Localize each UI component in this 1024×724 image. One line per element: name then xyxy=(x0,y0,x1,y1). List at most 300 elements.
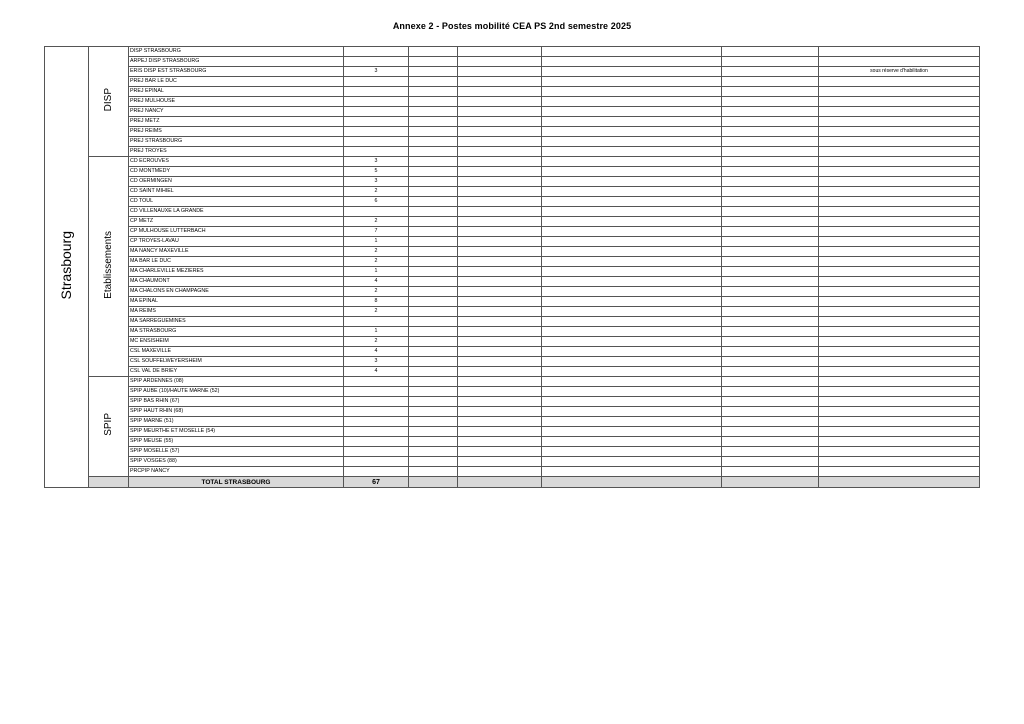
empty-cell xyxy=(409,87,458,97)
table-row xyxy=(45,437,980,447)
empty-cell xyxy=(722,277,819,287)
empty-cell xyxy=(458,467,542,477)
row-label: CP METZ xyxy=(129,217,344,227)
row-count xyxy=(344,77,409,87)
row-count xyxy=(344,107,409,117)
empty-cell xyxy=(542,277,722,287)
table-row xyxy=(45,397,980,407)
row-note xyxy=(819,177,980,187)
table-row xyxy=(45,337,980,347)
row-label: CD OERMINGEN xyxy=(129,177,344,187)
empty-cell xyxy=(409,167,458,177)
row-note xyxy=(819,277,980,287)
row-label: MA CHAUMONT xyxy=(129,277,344,287)
table-row xyxy=(45,207,980,217)
empty-cell xyxy=(722,317,819,327)
table-row xyxy=(45,377,980,387)
empty-cell xyxy=(542,297,722,307)
row-count xyxy=(344,57,409,67)
empty-cell xyxy=(409,267,458,277)
row-label: MA REIMS xyxy=(129,307,344,317)
empty-cell xyxy=(542,97,722,107)
empty-cell xyxy=(542,187,722,197)
table-row xyxy=(45,347,980,357)
row-count: 8 xyxy=(344,297,409,307)
row-label: PREJ NANCY xyxy=(129,107,344,117)
row-note xyxy=(819,217,980,227)
row-label: PREJ METZ xyxy=(129,117,344,127)
empty-cell xyxy=(542,317,722,327)
empty-cell xyxy=(458,57,542,67)
row-count: 2 xyxy=(344,217,409,227)
empty-cell xyxy=(409,157,458,167)
empty-cell xyxy=(409,437,458,447)
table-row xyxy=(45,167,980,177)
row-count: 2 xyxy=(344,187,409,197)
row-count xyxy=(344,397,409,407)
row-note xyxy=(819,287,980,297)
row-note xyxy=(819,347,980,357)
table-row xyxy=(45,107,980,117)
row-label: MA SARREGUEMINES xyxy=(129,317,344,327)
row-count: 4 xyxy=(344,277,409,287)
empty-cell xyxy=(722,427,819,437)
row-note xyxy=(819,167,980,177)
row-count xyxy=(344,437,409,447)
empty-cell xyxy=(542,267,722,277)
row-note xyxy=(819,327,980,337)
table-row xyxy=(45,257,980,267)
empty-cell xyxy=(542,137,722,147)
empty-cell xyxy=(542,87,722,97)
empty-cell xyxy=(722,337,819,347)
empty-cell xyxy=(409,317,458,327)
empty-cell xyxy=(458,277,542,287)
group-label-text: Etablissements xyxy=(103,230,114,299)
empty-cell xyxy=(458,317,542,327)
row-count xyxy=(344,387,409,397)
empty-cell xyxy=(458,287,542,297)
empty-cell xyxy=(542,67,722,77)
row-note xyxy=(819,147,980,157)
table-row xyxy=(45,187,980,197)
empty-cell xyxy=(458,207,542,217)
row-label: CSL SOUFFELWEYERSHEIM xyxy=(129,357,344,367)
empty-cell xyxy=(542,447,722,457)
row-note xyxy=(819,377,980,387)
empty-cell xyxy=(409,67,458,77)
empty-cell xyxy=(458,197,542,207)
empty-cell xyxy=(542,77,722,87)
row-count xyxy=(344,207,409,217)
row-count: 4 xyxy=(344,367,409,377)
empty-cell xyxy=(542,217,722,227)
row-count: 3 xyxy=(344,157,409,167)
table-row xyxy=(45,87,980,97)
row-count xyxy=(344,127,409,137)
region-label xyxy=(45,47,89,488)
empty-cell xyxy=(409,457,458,467)
empty-cell xyxy=(458,167,542,177)
table-row xyxy=(45,357,980,367)
empty-cell xyxy=(409,107,458,117)
empty-cell xyxy=(409,347,458,357)
row-label: MA STRASBOURG xyxy=(129,327,344,337)
total-label: TOTAL STRASBOURG xyxy=(129,477,344,488)
group-label-text: DISP xyxy=(103,87,114,112)
empty-cell xyxy=(409,307,458,317)
row-note xyxy=(819,267,980,277)
row-note xyxy=(819,397,980,407)
row-label: CP TROYES-LAVAU xyxy=(129,237,344,247)
row-label: MA CHARLEVILLE MEZIERES xyxy=(129,267,344,277)
empty-cell xyxy=(722,357,819,367)
row-note: sous réserve d'habilitation xyxy=(819,67,980,77)
empty-cell xyxy=(819,477,980,488)
row-label: CSL MAXEVILLE xyxy=(129,347,344,357)
row-label: PREJ BAR LE DUC xyxy=(129,77,344,87)
empty-cell xyxy=(542,427,722,437)
empty-cell xyxy=(542,307,722,317)
table-body xyxy=(45,47,980,488)
row-label: DISP STRASBOURG xyxy=(129,47,344,57)
empty-cell xyxy=(458,137,542,147)
empty-cell xyxy=(542,457,722,467)
row-label: MA NANCY MAXEVILLE xyxy=(129,247,344,257)
empty-cell xyxy=(458,227,542,237)
row-count xyxy=(344,117,409,127)
empty-cell xyxy=(722,377,819,387)
empty-cell xyxy=(458,397,542,407)
empty-cell xyxy=(458,327,542,337)
empty-cell xyxy=(409,257,458,267)
empty-cell xyxy=(409,47,458,57)
empty-cell xyxy=(409,77,458,87)
empty-cell xyxy=(722,287,819,297)
table-row xyxy=(45,467,980,477)
empty-cell xyxy=(542,377,722,387)
empty-cell xyxy=(458,447,542,457)
table-row xyxy=(45,77,980,87)
row-label: SPIP MEURTHE ET MOSELLE (54) xyxy=(129,427,344,437)
table-row xyxy=(45,217,980,227)
empty-cell xyxy=(542,467,722,477)
empty-cell xyxy=(722,207,819,217)
table-row xyxy=(45,67,980,77)
empty-cell xyxy=(542,207,722,217)
table-row xyxy=(45,267,980,277)
empty-cell xyxy=(409,197,458,207)
empty-cell xyxy=(722,77,819,87)
empty-cell xyxy=(722,447,819,457)
empty-cell xyxy=(722,127,819,137)
empty-cell xyxy=(458,247,542,257)
row-count: 2 xyxy=(344,337,409,347)
row-label: MA CHALONS EN CHAMPAGNE xyxy=(129,287,344,297)
row-note xyxy=(819,387,980,397)
row-count: 1 xyxy=(344,327,409,337)
empty-cell xyxy=(542,477,722,488)
row-note xyxy=(819,447,980,457)
table-row xyxy=(45,327,980,337)
empty-cell xyxy=(722,307,819,317)
table-row xyxy=(45,317,980,327)
row-count: 6 xyxy=(344,197,409,207)
group-label xyxy=(89,47,129,157)
group-label xyxy=(89,157,129,377)
empty-cell xyxy=(722,367,819,377)
empty-cell xyxy=(409,387,458,397)
empty-cell xyxy=(722,187,819,197)
empty-cell xyxy=(722,117,819,127)
table-row xyxy=(45,287,980,297)
table-row xyxy=(45,297,980,307)
table-row xyxy=(45,147,980,157)
empty-cell xyxy=(409,207,458,217)
empty-cell xyxy=(722,157,819,167)
row-label: PREJ EPINAL xyxy=(129,87,344,97)
empty-cell xyxy=(542,417,722,427)
row-note xyxy=(819,57,980,67)
table-row xyxy=(45,47,980,57)
row-label: MC ENSISHEIM xyxy=(129,337,344,347)
table-row xyxy=(45,447,980,457)
empty-cell xyxy=(542,167,722,177)
row-label: SPIP MOSELLE (57) xyxy=(129,447,344,457)
row-label: PREJ TROYES xyxy=(129,147,344,157)
row-count xyxy=(344,87,409,97)
empty-cell xyxy=(409,377,458,387)
row-count xyxy=(344,407,409,417)
empty-cell xyxy=(409,177,458,187)
empty-cell xyxy=(722,407,819,417)
row-count xyxy=(344,457,409,467)
table-row xyxy=(45,277,980,287)
region-label-text: Strasbourg xyxy=(58,230,74,300)
row-note xyxy=(819,317,980,327)
row-note xyxy=(819,297,980,307)
empty-cell xyxy=(409,327,458,337)
empty-cell xyxy=(542,437,722,447)
row-count: 3 xyxy=(344,357,409,367)
row-count xyxy=(344,47,409,57)
table-row xyxy=(45,457,980,467)
empty-cell xyxy=(458,67,542,77)
row-count: 7 xyxy=(344,227,409,237)
empty-cell xyxy=(458,117,542,127)
empty-cell xyxy=(409,467,458,477)
empty-cell xyxy=(458,297,542,307)
table-row xyxy=(45,137,980,147)
empty-cell xyxy=(722,437,819,447)
group-label xyxy=(89,377,129,477)
row-count xyxy=(344,377,409,387)
empty-cell xyxy=(409,447,458,457)
row-note xyxy=(819,97,980,107)
row-count xyxy=(344,147,409,157)
empty-cell xyxy=(542,347,722,357)
row-label: SPIP ARDENNES (08) xyxy=(129,377,344,387)
empty-cell xyxy=(458,217,542,227)
table-row xyxy=(45,417,980,427)
empty-cell xyxy=(722,227,819,237)
row-note xyxy=(819,87,980,97)
empty-cell xyxy=(409,337,458,347)
empty-cell xyxy=(409,187,458,197)
empty-cell xyxy=(458,87,542,97)
empty-cell xyxy=(542,327,722,337)
row-note xyxy=(819,367,980,377)
row-note xyxy=(819,257,980,267)
table-row xyxy=(45,177,980,187)
empty-cell xyxy=(458,237,542,247)
empty-cell xyxy=(409,117,458,127)
row-note xyxy=(819,127,980,137)
row-label: ARPEJ DISP STRASBOURG xyxy=(129,57,344,67)
empty-cell xyxy=(542,237,722,247)
row-note xyxy=(819,117,980,127)
empty-cell xyxy=(409,147,458,157)
empty-cell xyxy=(722,397,819,407)
empty-cell xyxy=(722,217,819,227)
empty-cell xyxy=(542,367,722,377)
empty-cell xyxy=(409,227,458,237)
row-count: 1 xyxy=(344,237,409,247)
empty-cell xyxy=(722,87,819,97)
empty-cell xyxy=(458,307,542,317)
row-label: PREJ STRASBOURG xyxy=(129,137,344,147)
row-label: PREJ REIMS xyxy=(129,127,344,137)
table-row xyxy=(45,307,980,317)
row-count: 5 xyxy=(344,167,409,177)
empty-cell xyxy=(542,157,722,167)
empty-cell xyxy=(458,387,542,397)
empty-cell xyxy=(458,177,542,187)
row-count xyxy=(344,97,409,107)
row-label: CD TOUL xyxy=(129,197,344,207)
row-label: SPIP BAS RHIN (67) xyxy=(129,397,344,407)
empty-cell xyxy=(722,347,819,357)
empty-cell xyxy=(458,77,542,87)
total-row xyxy=(45,477,980,488)
row-note xyxy=(819,427,980,437)
table-row xyxy=(45,427,980,437)
row-label: SPIP MARNE (51) xyxy=(129,417,344,427)
row-label: PREJ MULHOUSE xyxy=(129,97,344,107)
empty-cell xyxy=(409,407,458,417)
row-count: 3 xyxy=(344,177,409,187)
empty-cell xyxy=(722,387,819,397)
row-note xyxy=(819,337,980,347)
row-note xyxy=(819,467,980,477)
row-label: CD ECROUVES xyxy=(129,157,344,167)
empty-cell xyxy=(458,147,542,157)
empty-cell xyxy=(722,137,819,147)
empty-cell xyxy=(542,257,722,267)
row-count: 2 xyxy=(344,247,409,257)
empty-cell xyxy=(542,397,722,407)
row-count: 3 xyxy=(344,67,409,77)
empty-cell xyxy=(458,97,542,107)
row-label: PRCPIP NANCY xyxy=(129,467,344,477)
empty-cell xyxy=(722,477,819,488)
empty-cell xyxy=(458,337,542,347)
empty-cell xyxy=(542,407,722,417)
row-note xyxy=(819,437,980,447)
empty-cell xyxy=(409,137,458,147)
row-note xyxy=(819,47,980,57)
row-note xyxy=(819,197,980,207)
empty-cell xyxy=(722,167,819,177)
row-label: CP MULHOUSE LUTTERBACH xyxy=(129,227,344,237)
empty-cell xyxy=(542,107,722,117)
empty-cell xyxy=(458,127,542,137)
table-row xyxy=(45,127,980,137)
empty-cell xyxy=(722,67,819,77)
total-count: 67 xyxy=(344,477,409,488)
row-label: CD SAINT MIHIEL xyxy=(129,187,344,197)
row-count: 1 xyxy=(344,267,409,277)
empty-cell xyxy=(722,177,819,187)
empty-cell xyxy=(542,287,722,297)
empty-cell xyxy=(409,277,458,287)
empty-cell xyxy=(542,177,722,187)
table-row xyxy=(45,387,980,397)
empty-cell xyxy=(722,107,819,117)
empty-cell xyxy=(409,417,458,427)
empty-cell xyxy=(458,257,542,267)
row-label: MA BAR LE DUC xyxy=(129,257,344,267)
row-count xyxy=(344,467,409,477)
table-row xyxy=(45,367,980,377)
row-note xyxy=(819,307,980,317)
empty-cell xyxy=(458,427,542,437)
row-note xyxy=(819,207,980,217)
empty-cell xyxy=(458,107,542,117)
empty-cell xyxy=(458,477,542,488)
empty-cell xyxy=(722,147,819,157)
empty-cell xyxy=(542,57,722,67)
row-label: MA EPINAL xyxy=(129,297,344,307)
table-row xyxy=(45,407,980,417)
row-note xyxy=(819,237,980,247)
empty-cell xyxy=(542,147,722,157)
row-label: SPIP HAUT RHIN (68) xyxy=(129,407,344,417)
table-row xyxy=(45,227,980,237)
empty-cell xyxy=(458,407,542,417)
row-label: CD VILLENAUXE LA GRANDE xyxy=(129,207,344,217)
empty-cell xyxy=(722,297,819,307)
row-label: ERIS DISP EST STRASBOURG xyxy=(129,67,344,77)
row-label: SPIP MEUSE (55) xyxy=(129,437,344,447)
empty-cell xyxy=(722,267,819,277)
row-note xyxy=(819,187,980,197)
empty-cell xyxy=(722,257,819,267)
empty-cell xyxy=(722,247,819,257)
empty-cell xyxy=(542,127,722,137)
empty-cell xyxy=(722,327,819,337)
empty-cell xyxy=(409,97,458,107)
row-count xyxy=(344,317,409,327)
total-blank-cell xyxy=(89,477,129,488)
empty-cell xyxy=(458,157,542,167)
row-count xyxy=(344,417,409,427)
empty-cell xyxy=(458,347,542,357)
row-note xyxy=(819,137,980,147)
empty-cell xyxy=(458,457,542,467)
empty-cell xyxy=(409,297,458,307)
row-label: CSL VAL DE BRIEY xyxy=(129,367,344,377)
